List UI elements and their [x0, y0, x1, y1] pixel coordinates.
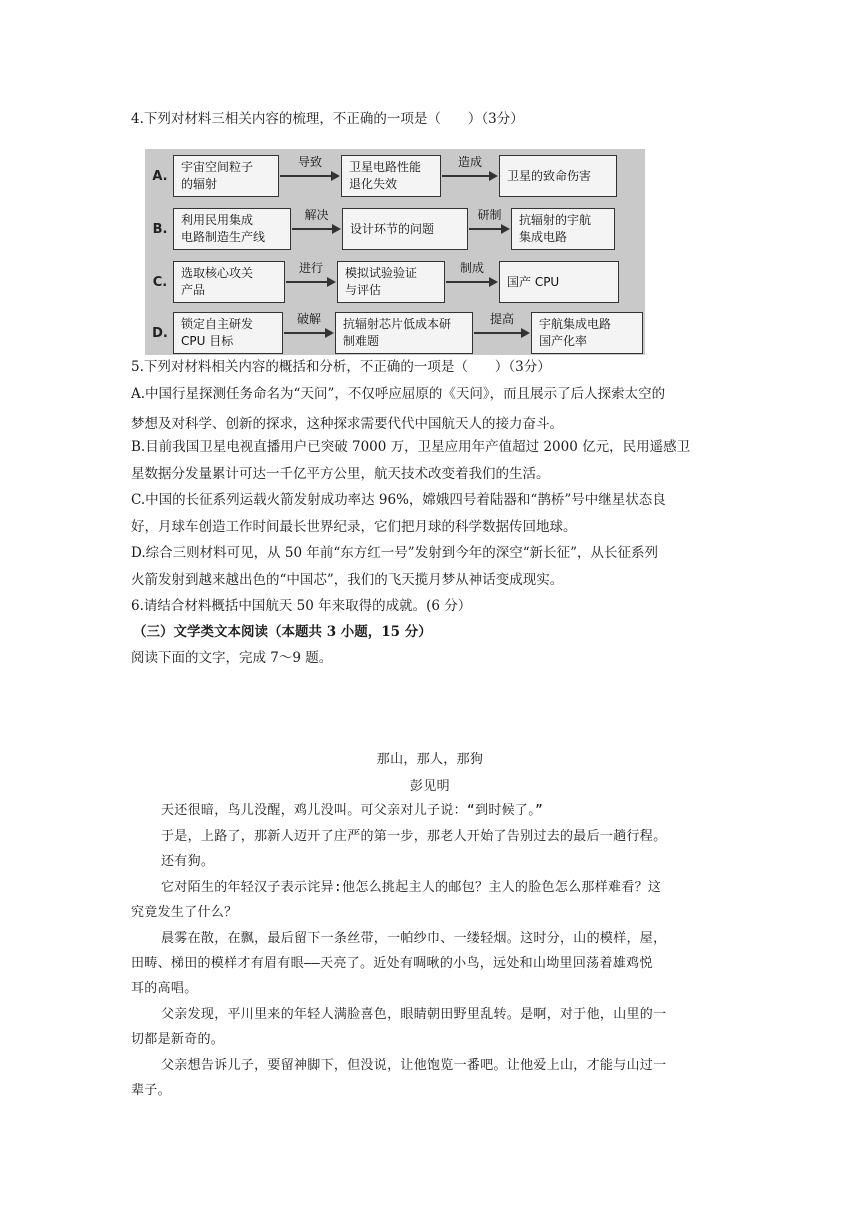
story-paragraph-5-line-2: 田畴、梯田的模样才有眉有眼——天亮了。近处有啁啾的小鸟，远处和山坳里回荡着雄鸡悦: [131, 956, 653, 971]
story-paragraph-5-line-3: 耳的高唱。: [131, 981, 198, 996]
flow-arrow-label: 研制: [477, 208, 502, 222]
question-5-stem: 5.下列对材料相关内容的概括和分析，不正确的一项是（ ）（3分）: [131, 359, 551, 375]
flow-arrow: [284, 328, 334, 338]
story-paragraph-7-line-1: 父亲想告诉儿子，要留神脚下，但没说，让他饱览一番吧。让他爱上山，才能与山过一: [161, 1058, 667, 1073]
flow-arrow-label: 进行: [298, 261, 323, 275]
story-paragraph-6-line-1: 父亲发现，平川里来的年轻人满脸喜色，眼睛朝田野里乱转。是啊，对于他，山里的一: [161, 1007, 667, 1022]
option-c-line-2: 好，月球车创造工作时间最长世界纪录，它们把月球的科学数据传回地球。: [131, 519, 577, 535]
option-b-line-1: B.目前我国卫星电视直播用户已突破 7000 万，卫星应用年产值超过 2000 亿元，民用遥感卫: [131, 439, 691, 455]
flow-arrow-label: 导致: [297, 155, 322, 169]
story-paragraph-6-line-2: 切都是新奇的。: [131, 1032, 225, 1047]
story-paragraph-1: 天还很暗，鸟儿没醒，鸡儿没叫。可父亲对儿子说：“到时候了。”: [161, 803, 544, 818]
story-author: 彭见明: [410, 779, 450, 794]
flow-arrow: [442, 171, 498, 181]
option-d-line-2: 火箭发射到越来越出色的“中国芯”，我们的飞天揽月梦从神话变成现实。: [131, 572, 564, 588]
story-paragraph-4-line-1: 它对陌生的年轻汉子表示诧异:他怎么挑起主人的邮包？主人的脸色怎么那样难看？这: [161, 880, 662, 895]
option-b-line-2: 星数据分发量累计可达一千亿平方公里，航天技术改变着我们的生活。: [131, 466, 550, 482]
flow-arrow: [286, 277, 336, 287]
story-paragraph-7-line-2: 辈子。: [131, 1083, 171, 1098]
figure-row-label: B.: [152, 222, 168, 237]
figure-row-2: [145, 204, 645, 255]
story-paragraph-2: 于是，上路了，那新人迈开了庄严的第一步，那老人开始了告别过去的最后一趟行程。: [161, 829, 667, 844]
material-three-flow-figure: [145, 149, 645, 355]
option-a-line-2: 梦想及对科学、创新的探求，这种探求需要代代中国航天人的接力奋斗。: [131, 416, 563, 432]
figure-row-4: [145, 308, 645, 359]
flow-arrow-label: 制成: [459, 261, 484, 275]
figure-row-1: [145, 151, 645, 202]
flow-arrow-label: 解决: [304, 208, 329, 222]
story-paragraph-3: 还有狗。: [161, 854, 215, 869]
figure-row-label: D.: [152, 326, 168, 341]
flow-arrow: [469, 224, 510, 234]
story-paragraph-4-line-2: 究竟发生了什么？: [131, 905, 238, 920]
flow-arrow: [474, 328, 530, 338]
figure-box: 锁定自主研发 CPU 目标: [173, 312, 283, 354]
figure-box: 选取核心攻关 产品: [173, 261, 285, 303]
figure-box: 抗辐射的宇航 集成电路: [511, 208, 615, 250]
figure-row-label: C.: [152, 275, 168, 290]
option-d-line-1: D.综合三则材料可见，从 50 年前“东方红一号”发射到今年的深空“新长征”，从长征系列: [131, 545, 658, 561]
figure-box: 抗辐射芯片低成本研 制难题: [335, 312, 473, 354]
option-a-line-1: A.中国行星探测任务命名为“天问”，不仅呼应屈原的《天问》，而且展示了后人探索太空的: [131, 386, 666, 402]
option-c-line-1: C.中国的长征系列运载火箭发射成功率达 96%，嫦娥四号着陆器和“鹊桥”号中继星状态良: [131, 492, 666, 508]
figure-box: 宇宙空间粒子 的辐射: [173, 155, 279, 197]
question-6-stem: 6.请结合材料概括中国航天 50 年来取得的成就。(6 分）: [131, 598, 472, 614]
figure-box: 国产 CPU: [499, 261, 619, 303]
figure-box: 利用民用集成 电路制造生产线: [173, 208, 291, 250]
flow-arrow: [280, 171, 340, 181]
section-3-instruction: 阅读下面的文字，完成 7～9 题。: [131, 650, 333, 666]
flow-arrow-label: 造成: [457, 155, 482, 169]
figure-box: 设计环节的问题: [342, 208, 468, 250]
story-paragraph-5-line-1: 晨雾在散，在飘，最后留下一条丝带，一帕纱巾、一缕轻烟。这时分，山的模样，屋，: [161, 931, 667, 946]
figure-row-3: [145, 257, 645, 308]
flow-arrow-label: 提高: [489, 312, 514, 326]
flow-arrow-label: 破解: [296, 312, 321, 326]
figure-box: 模拟试验验证 与评估: [337, 261, 445, 303]
figure-box: 卫星电路性能 退化失效: [341, 155, 441, 197]
story-title: 那山，那人，那狗: [376, 752, 484, 767]
figure-box: 卫星的致命伤害: [499, 155, 617, 197]
flow-arrow: [292, 224, 341, 234]
flow-arrow: [446, 277, 498, 287]
figure-box: 宇航集成电路 国产化率: [531, 312, 643, 354]
figure-row-label: A.: [152, 169, 168, 184]
section-3-heading: （三）文学类文本阅读（本题共 3 小题，15 分）: [133, 624, 432, 640]
question-4-stem: 4.下列对材料三相关内容的梳理，不正确的一项是（ ）（3分）: [131, 111, 524, 127]
